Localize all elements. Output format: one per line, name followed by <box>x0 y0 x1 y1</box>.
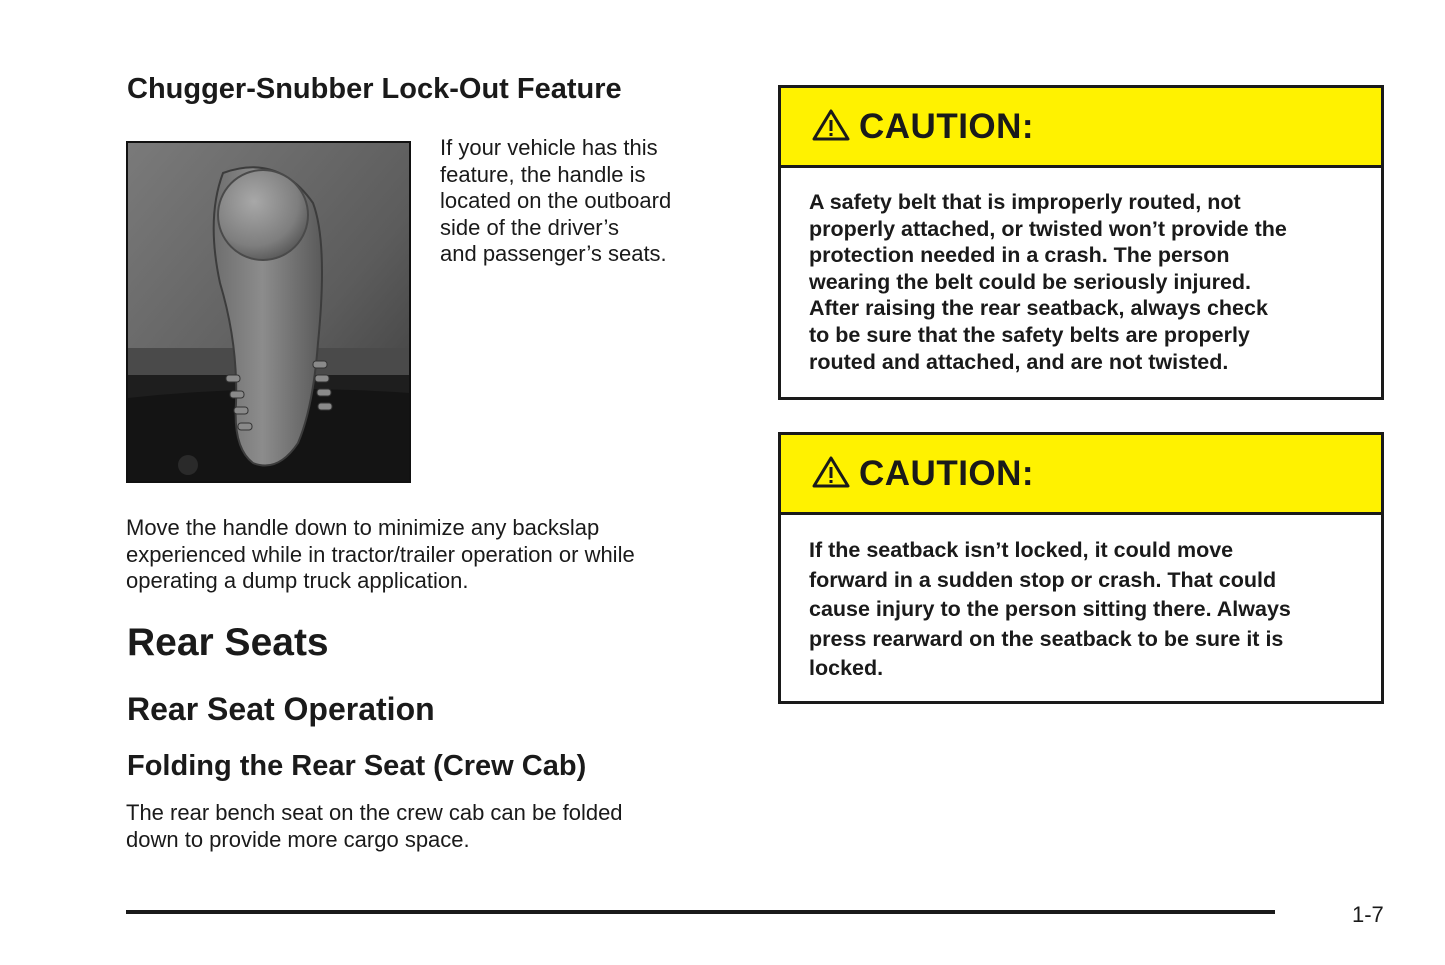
caution-line: cause injury to the person sitting there. Always <box>809 597 1291 621</box>
caution-line: After raising the rear seatback, always check <box>809 296 1268 321</box>
chugger-line-4: side of the driver’s <box>440 214 619 240</box>
rear-seats-heading: Rear Seats <box>127 621 329 664</box>
handle-line-1: Move the handle down to minimize any backslap <box>126 515 600 540</box>
caution-line: properly attached, or twisted won’t provide the <box>809 216 1287 241</box>
caution-line: forward in a sudden stop or crash. That could <box>809 567 1277 592</box>
caution-title: CAUTION: <box>859 106 1035 146</box>
caution-line: protection needed in a crash. The person <box>809 243 1230 268</box>
handle-line-2: experienced while in tractor/trailer operation or while <box>126 541 635 567</box>
warning-triangle-icon <box>811 455 851 489</box>
handle-line-3: operating a dump truck application. <box>126 568 469 594</box>
caution-line: locked. <box>809 656 884 680</box>
caution-header <box>781 88 1381 168</box>
caution-text <box>781 515 1381 684</box>
caution-line: A safety belt that is improperly routed, not <box>809 190 1241 214</box>
caution-box-seatbelt <box>778 85 1384 400</box>
warning-triangle-icon <box>811 108 851 142</box>
caution-box-seatback <box>778 432 1384 704</box>
rear-seat-operation-heading: Rear Seat Operation <box>127 691 435 727</box>
folding-paragraph <box>126 800 623 853</box>
folding-heading: Folding the Rear Seat (Crew Cab) <box>127 750 587 782</box>
footer-rule <box>126 910 1275 914</box>
handle-photo <box>126 141 411 483</box>
chugger-description <box>440 135 671 268</box>
caution-line: routed and attached, and are not twisted. <box>809 349 1229 374</box>
chugger-line-1: If your vehicle has this <box>440 135 658 160</box>
seat-handle-illustration <box>128 143 409 481</box>
chugger-line-5: and passenger’s seats. <box>440 241 667 267</box>
chugger-line-3: located on the outboard <box>440 188 672 214</box>
folding-line-1: The rear bench seat on the crew cab can be folded <box>126 800 623 825</box>
page-number: 1-7 <box>1352 902 1384 927</box>
folding-line-2: down to provide more cargo space. <box>126 826 470 852</box>
caution-line: to be sure that the safety belts are properly <box>809 322 1250 347</box>
caution-header <box>781 435 1381 515</box>
caution-line: press rearward on the seatback to be sure it is <box>809 626 1284 651</box>
caution-text <box>781 168 1381 375</box>
chugger-line-2: feature, the handle is <box>440 161 646 187</box>
handle-paragraph <box>126 515 635 595</box>
caution-line: wearing the belt could be seriously injured. <box>809 269 1252 294</box>
caution-line: If the seatback isn’t locked, it could move <box>809 538 1234 562</box>
caution-title: CAUTION: <box>859 453 1035 493</box>
chugger-heading: Chugger-Snubber Lock-Out Feature <box>127 73 622 105</box>
